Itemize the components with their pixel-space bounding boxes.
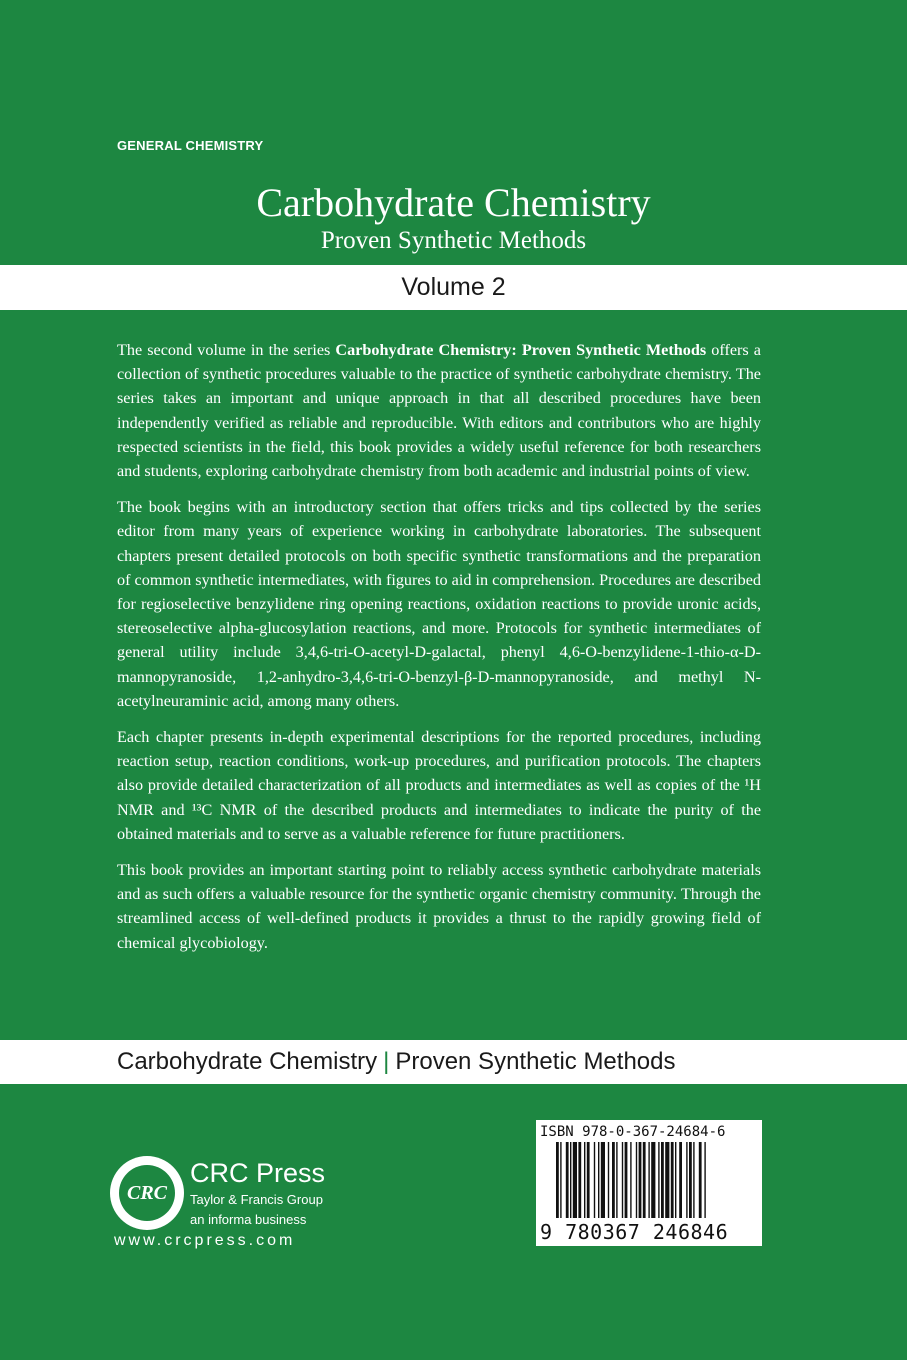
barcode-bar: [686, 1142, 687, 1218]
barcode-bar: [636, 1142, 637, 1218]
series-name-bold: Carbohydrate Chemistry: Proven Synthetic Methods: [335, 341, 707, 359]
barcode-bars-icon: [556, 1142, 746, 1218]
barcode-bar: [699, 1142, 702, 1218]
publisher-block: [110, 1150, 370, 1260]
barcode-bar: [661, 1142, 664, 1218]
barcode-bar: [601, 1142, 605, 1218]
barcode-bar: [689, 1142, 692, 1218]
barcode-bar: [671, 1142, 674, 1218]
description-paragraph-1: [117, 338, 761, 483]
footer-separator: |: [383, 1048, 390, 1075]
barcode-digits: 9 780367 246846: [540, 1220, 729, 1244]
publisher-name: CRC Press: [190, 1158, 326, 1188]
crc-logo-text: CRC: [119, 1165, 175, 1221]
barcode-bar: [612, 1142, 615, 1218]
book-subtitle: Proven Synthetic Methods: [320, 227, 587, 254]
barcode-bar: [658, 1142, 659, 1218]
barcode-bar: [616, 1142, 617, 1218]
barcode-bar: [560, 1142, 561, 1218]
barcode-bar: [598, 1142, 599, 1218]
barcode-bar: [643, 1142, 646, 1218]
isbn-label: ISBN 978-0-367-24684-6: [540, 1124, 726, 1140]
barcode-bar: [570, 1142, 571, 1218]
barcode-bar: [648, 1142, 649, 1218]
barcode-bar: [566, 1142, 569, 1218]
description-paragraph-3: Each chapter presents in-depth experimental descriptions for the reported procedures, including reaction setup, reaction conditions, work-up procedures, and purification protocols. The chapters also provide detailed characterization of all products and intermediates as well as copies of the ¹H NMR and ¹³C NMR of the described products and intermediates to indicate the purity of the obtained materials and to serve as a valuable reference for future practitioners.: [117, 728, 761, 843]
book-title: Carbohydrate Chemistry: [256, 180, 651, 225]
barcode-bar: [594, 1142, 595, 1218]
barcode-bar: [584, 1142, 585, 1218]
footer-band: [0, 1040, 907, 1084]
description-paragraph-4: This book provides an important starting point to reliably access synthetic carbohydrate materials and as such offers a valuable resource for the synthetic organic chemistry community. Through the streamlined access of well-defined products it provides a thrust to the rapidly growing field of chemical glycobiology.: [117, 861, 761, 952]
barcode-bar: [630, 1142, 631, 1218]
paragraph-1-rest: offers a collection of synthetic procedures valuable to the practice of synthetic carbohydrate chemistry. The series takes an important and unique approach in that all described procedures have been independently verified as reliable and reproducible. With editors and contributors who are highly respected scientists in the field, this book provides a widely useful reference for both researchers and students, exploring carbohydrate chemistry from both academic and industrial points of view.: [117, 341, 761, 481]
crc-logo-icon: [110, 1156, 184, 1230]
barcode-bar: [625, 1142, 628, 1218]
paragraph-1-lead: The second volume in the series: [117, 341, 336, 359]
barcode-bar: [651, 1142, 655, 1218]
barcode-bar: [679, 1142, 682, 1218]
description-paragraph-2: The book begins with an introductory section that offers tricks and tips collected by the series editor from many years of experience working in carbohydrate laboratories. The subsequent chapters present detailed protocols on both specific synthetic transformations and the preparation of common synthetic intermediates, with figures to aid in comprehension. Procedures are described for regioselective benzylidene ring opening reactions, oxidation reactions to provide uronic acids, stereoselective alpha-glucosylation reactions, and more. Protocols for synthetic intermediates of general utility include 3,4,6-tri-O-acetyl-D-galactal, phenyl 4,6-O-benzylidene-1-thio-α-D-mannopyranoside, 1,2-anhydro-3,4,6-tri-O-benzyl-β-D-mannopyranoside, and methyl N-acetylneuraminic acid, among many others.: [117, 498, 761, 710]
barcode-bar: [675, 1142, 676, 1218]
publisher-url: www.crcpress.com: [114, 1232, 296, 1249]
barcode-bar: [639, 1142, 642, 1218]
publisher-business: an informa business: [190, 1212, 307, 1227]
footer-title: Carbohydrate Chemistry: [117, 1048, 378, 1075]
barcode-bar: [665, 1142, 669, 1218]
publisher-group: Taylor & Francis Group: [190, 1192, 323, 1207]
barcode-bar: [587, 1142, 590, 1218]
barcode-bar: [573, 1142, 577, 1218]
volume-band: [0, 265, 907, 310]
series-label: GENERAL CHEMISTRY: [117, 138, 264, 153]
barcode-bar: [578, 1142, 581, 1218]
barcode-bar: [622, 1142, 623, 1218]
footer-subtitle: Proven Synthetic Methods: [395, 1048, 676, 1075]
volume-label: Volume 2: [401, 273, 506, 301]
barcode-bar: [704, 1142, 705, 1218]
barcode-bar: [693, 1142, 694, 1218]
barcode-bar: [608, 1142, 609, 1218]
description: [117, 338, 761, 967]
barcode: [536, 1120, 762, 1246]
barcode-bar: [556, 1142, 559, 1218]
